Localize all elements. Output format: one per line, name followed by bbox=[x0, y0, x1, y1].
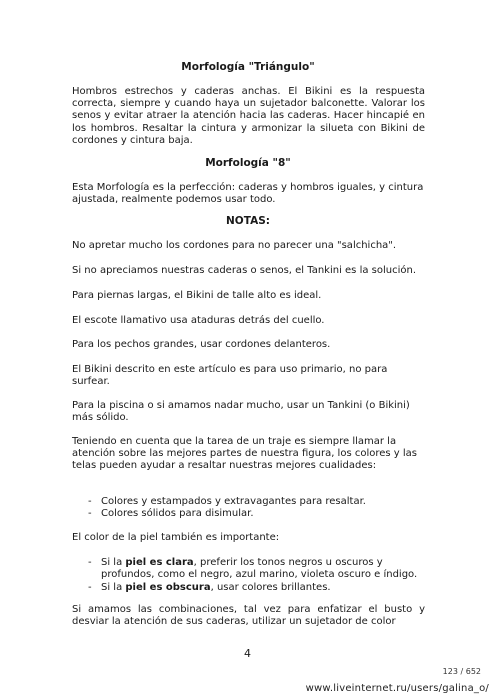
nota-colores-telas: Teniendo en cuenta que la tarea de un traje es siempre llamar la atención sobre las mejores partes de nuestra figura, los colores y las telas pueden ayudar a resaltar nuestras mejores cualidades: bbox=[72, 436, 417, 472]
nota-pechos: Para los pechos grandes, usar cordones delanteros. bbox=[72, 339, 331, 350]
list-item bbox=[88, 496, 425, 508]
bullet-dash: - bbox=[88, 582, 92, 593]
list-item bbox=[88, 508, 425, 520]
list-item-text: Colores y estampados y extravagantes para resaltar. bbox=[101, 496, 366, 507]
bullet-dash: - bbox=[88, 508, 92, 519]
list-item-text: Si la piel es clara, preferir los tonos negros u oscuros y profundos, como el negro, azul marino, violeta oscuro e índigo. bbox=[101, 557, 418, 581]
bullet-dash: - bbox=[88, 557, 92, 568]
paragraph-combinaciones: Si amamos las combinaciones, tal vez para enfatizar el busto y desviar la atención de sus caderas, utilizar un sujetador de color bbox=[72, 604, 425, 628]
page-counter: 123 / 652 bbox=[442, 667, 481, 676]
paragraph-triangulo: Hombros estrechos y caderas anchas. El Bikini es la respuesta correcta, siempre y cuando haya un sujetador balconette. Valorar los senos y evitar atraer la atención hacia las caderas. Hacer hincapié en los hombros. Resaltar la cintura y armonizar la silueta con Bikini de cordones y cintura baja. bbox=[72, 86, 425, 146]
nota-surfear: El Bikini descrito en este artículo es para uso primario, no para surfear. bbox=[72, 364, 388, 388]
emphasis: piel es clara bbox=[125, 557, 194, 568]
emphasis: piel es obscura bbox=[125, 582, 211, 593]
nota-piernas: Para piernas largas, el Bikini de talle alto es ideal. bbox=[72, 290, 322, 301]
watermark-url: www.liveinternet.ru/users/galina_o/ bbox=[305, 683, 489, 694]
list-item-text: Si la piel es obscura, usar colores brillantes. bbox=[101, 582, 331, 593]
bullet-dash: - bbox=[88, 496, 92, 507]
heading-ocho: Morfología "8" bbox=[205, 157, 291, 169]
nota-cordones: No apretar mucho los cordones para no parecer una "salchicha". bbox=[72, 240, 397, 251]
list-item-piel-clara bbox=[88, 557, 425, 581]
nota-tankini: Si no apreciamos nuestras caderas o senos, el Tankini es la solución. bbox=[72, 265, 417, 276]
heading-triangulo: Morfología "Triángulo" bbox=[181, 61, 315, 73]
list-item-text: Colores sólidos para disimular. bbox=[101, 508, 254, 519]
paragraph-ocho: Esta Morfología es la perfección: caderas y hombros iguales, y cintura ajustada, realmente podemos usar todo. bbox=[72, 182, 424, 206]
page-number: 4 bbox=[244, 647, 251, 660]
nota-escote: El escote llamativo usa ataduras detrás del cuello. bbox=[72, 315, 325, 326]
heading-notas: NOTAS: bbox=[226, 215, 270, 227]
nota-piscina: Para la piscina o si amamos nadar mucho, usar un Tankini (o Bikini) más sólido. bbox=[72, 400, 410, 424]
piel-intro: El color de la piel también es importante: bbox=[72, 532, 280, 543]
list-item-piel-obscura bbox=[88, 582, 425, 594]
